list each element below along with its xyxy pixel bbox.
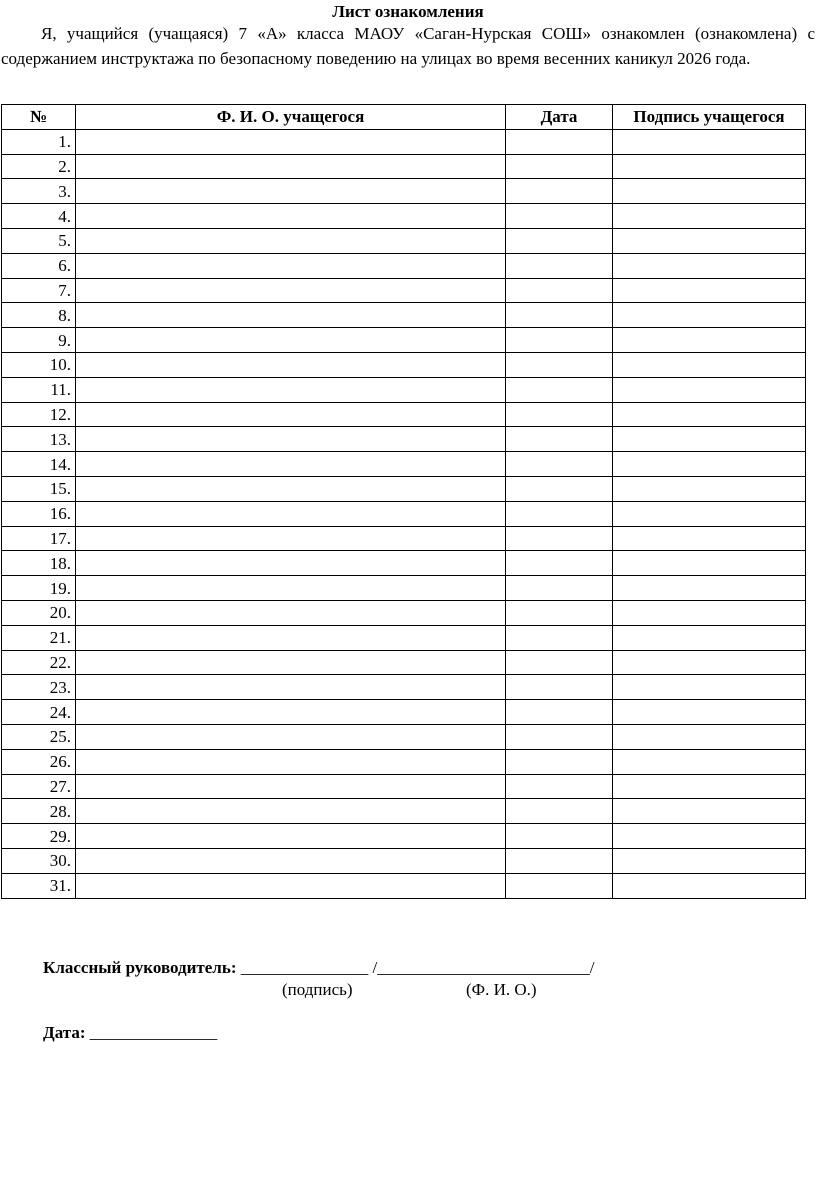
date-cell[interactable]	[506, 352, 613, 377]
table-row	[2, 724, 806, 749]
row-number: 3.	[2, 179, 76, 204]
date-cell[interactable]	[506, 204, 613, 229]
table-row	[2, 848, 806, 873]
student-name-cell[interactable]	[76, 278, 506, 303]
header-number: №	[2, 105, 76, 130]
date-cell[interactable]	[506, 129, 613, 154]
date-cell[interactable]	[506, 551, 613, 576]
row-number: 11.	[2, 377, 76, 402]
intro-text: Я, учащийся (учащаяся) 7 «А» класса МАОУ «Саган-Нурская СОШ» ознакомлен (ознакомлена) с содержанием инструктажа по безопасному поведению на улицах во время весенних каникул 2026 года.	[1, 24, 815, 68]
table-row	[2, 427, 806, 452]
student-name-cell[interactable]	[76, 402, 506, 427]
header-date: Дата	[506, 105, 613, 130]
student-name-cell[interactable]	[76, 600, 506, 625]
signature-cell[interactable]	[613, 154, 806, 179]
student-name-cell[interactable]	[76, 650, 506, 675]
table-row	[2, 501, 806, 526]
row-number: 17.	[2, 526, 76, 551]
signature-cell[interactable]	[613, 402, 806, 427]
date-cell[interactable]	[506, 253, 613, 278]
signature-cell[interactable]	[613, 650, 806, 675]
signature-cell[interactable]	[613, 749, 806, 774]
table-row	[2, 402, 806, 427]
teacher-signature-line	[43, 957, 594, 979]
signature-cell[interactable]	[613, 576, 806, 601]
date-cell[interactable]	[506, 700, 613, 725]
student-name-cell[interactable]	[76, 675, 506, 700]
row-number: 25.	[2, 724, 76, 749]
student-name-cell[interactable]	[76, 427, 506, 452]
row-number: 22.	[2, 650, 76, 675]
signature-cell[interactable]	[613, 848, 806, 873]
row-number: 10.	[2, 352, 76, 377]
caption-signature: (подпись)	[282, 980, 353, 999]
table-row	[2, 377, 806, 402]
date-cell[interactable]	[506, 179, 613, 204]
signature-cell[interactable]	[613, 600, 806, 625]
student-name-cell[interactable]	[76, 129, 506, 154]
row-number: 12.	[2, 402, 76, 427]
student-name-cell[interactable]	[76, 700, 506, 725]
student-name-cell[interactable]	[76, 476, 506, 501]
student-name-cell[interactable]	[76, 799, 506, 824]
table-row	[2, 452, 806, 477]
row-number: 5.	[2, 228, 76, 253]
date-cell[interactable]	[506, 799, 613, 824]
signature-cell[interactable]	[613, 724, 806, 749]
signature-cell[interactable]	[613, 452, 806, 477]
student-name-cell[interactable]	[76, 873, 506, 898]
date-cell[interactable]	[506, 724, 613, 749]
table-row	[2, 253, 806, 278]
table-row	[2, 179, 806, 204]
date-cell[interactable]	[506, 476, 613, 501]
table-row	[2, 625, 806, 650]
header-signature: Подпись учащегося	[613, 105, 806, 130]
student-name-cell[interactable]	[76, 848, 506, 873]
student-name-cell[interactable]	[76, 204, 506, 229]
table-row	[2, 824, 806, 849]
student-name-cell[interactable]	[76, 625, 506, 650]
row-number: 16.	[2, 501, 76, 526]
date-cell[interactable]	[506, 303, 613, 328]
signature-cell[interactable]	[613, 700, 806, 725]
acknowledgement-table	[1, 104, 806, 899]
table-row	[2, 873, 806, 898]
table-body	[2, 129, 806, 898]
signature-cell[interactable]	[613, 501, 806, 526]
date-cell[interactable]	[506, 600, 613, 625]
row-number: 19.	[2, 576, 76, 601]
table-header-row	[2, 105, 806, 130]
date-cell[interactable]	[506, 278, 613, 303]
row-number: 21.	[2, 625, 76, 650]
signature-cell[interactable]	[613, 427, 806, 452]
table-row	[2, 774, 806, 799]
signature-cell[interactable]	[613, 774, 806, 799]
row-number: 27.	[2, 774, 76, 799]
row-number: 4.	[2, 204, 76, 229]
table-row	[2, 675, 806, 700]
signature-cell[interactable]	[613, 675, 806, 700]
row-number: 14.	[2, 452, 76, 477]
date-cell[interactable]	[506, 328, 613, 353]
date-cell[interactable]	[506, 377, 613, 402]
student-name-cell[interactable]	[76, 824, 506, 849]
row-number: 26.	[2, 749, 76, 774]
date-cell[interactable]	[506, 625, 613, 650]
signature-cell[interactable]	[613, 204, 806, 229]
signature-cell[interactable]	[613, 625, 806, 650]
signature-cell[interactable]	[613, 352, 806, 377]
student-name-cell[interactable]	[76, 749, 506, 774]
date-cell[interactable]	[506, 576, 613, 601]
table-row	[2, 228, 806, 253]
student-name-cell[interactable]	[76, 328, 506, 353]
student-name-cell[interactable]	[76, 576, 506, 601]
date-cell[interactable]	[506, 526, 613, 551]
row-number: 20.	[2, 600, 76, 625]
student-name-cell[interactable]	[76, 352, 506, 377]
row-number: 28.	[2, 799, 76, 824]
table-row	[2, 303, 806, 328]
table-row	[2, 551, 806, 576]
student-name-cell[interactable]	[76, 774, 506, 799]
table-row	[2, 799, 806, 824]
student-name-cell[interactable]	[76, 551, 506, 576]
table-row	[2, 526, 806, 551]
signature-cell[interactable]	[613, 377, 806, 402]
date-cell[interactable]	[506, 774, 613, 799]
signature-cell[interactable]	[613, 476, 806, 501]
student-name-cell[interactable]	[76, 179, 506, 204]
date-line	[43, 1022, 217, 1044]
row-number: 24.	[2, 700, 76, 725]
date-cell[interactable]	[506, 452, 613, 477]
signature-cell[interactable]	[613, 551, 806, 576]
table-row	[2, 576, 806, 601]
header-student-name: Ф. И. О. учащегося	[76, 105, 506, 130]
student-name-cell[interactable]	[76, 154, 506, 179]
intro-paragraph	[1, 22, 815, 71]
date-cell[interactable]	[506, 501, 613, 526]
student-name-cell[interactable]	[76, 303, 506, 328]
row-number: 6.	[2, 253, 76, 278]
signature-cell[interactable]	[613, 228, 806, 253]
student-name-cell[interactable]	[76, 526, 506, 551]
date-cell[interactable]	[506, 650, 613, 675]
signature-cell[interactable]	[613, 278, 806, 303]
teacher-blank-lines[interactable]: _______________ /_________________________/	[236, 958, 595, 977]
date-cell[interactable]	[506, 675, 613, 700]
caption-name: (Ф. И. О.)	[466, 980, 537, 999]
student-name-cell[interactable]	[76, 377, 506, 402]
table-row	[2, 278, 806, 303]
signature-cell[interactable]	[613, 253, 806, 278]
row-number: 7.	[2, 278, 76, 303]
signature-cell[interactable]	[613, 179, 806, 204]
document-title: Лист ознакомления	[332, 2, 484, 21]
row-number: 1.	[2, 129, 76, 154]
table-row	[2, 749, 806, 774]
table-row	[2, 476, 806, 501]
date-cell[interactable]	[506, 848, 613, 873]
signature-cell[interactable]	[613, 799, 806, 824]
row-number: 29.	[2, 824, 76, 849]
row-number: 13.	[2, 427, 76, 452]
student-name-cell[interactable]	[76, 253, 506, 278]
signature-cell[interactable]	[613, 824, 806, 849]
signature-cell[interactable]	[613, 129, 806, 154]
signature-cell[interactable]	[613, 303, 806, 328]
date-blank-line[interactable]: _______________	[85, 1023, 218, 1042]
student-name-cell[interactable]	[76, 228, 506, 253]
row-number: 8.	[2, 303, 76, 328]
table-row	[2, 204, 806, 229]
signature-cell[interactable]	[613, 873, 806, 898]
date-cell[interactable]	[506, 749, 613, 774]
table-row	[2, 129, 806, 154]
table-row	[2, 650, 806, 675]
table-row	[2, 328, 806, 353]
student-name-cell[interactable]	[76, 452, 506, 477]
row-number: 31.	[2, 873, 76, 898]
date-label: Дата:	[43, 1023, 86, 1042]
row-number: 15.	[2, 476, 76, 501]
student-name-cell[interactable]	[76, 501, 506, 526]
date-cell[interactable]	[506, 402, 613, 427]
date-cell[interactable]	[506, 154, 613, 179]
signature-cell[interactable]	[613, 526, 806, 551]
row-number: 23.	[2, 675, 76, 700]
student-name-cell[interactable]	[76, 724, 506, 749]
table-row	[2, 600, 806, 625]
date-cell[interactable]	[506, 873, 613, 898]
row-number: 18.	[2, 551, 76, 576]
row-number: 9.	[2, 328, 76, 353]
row-number: 30.	[2, 848, 76, 873]
date-cell[interactable]	[506, 427, 613, 452]
table-row	[2, 352, 806, 377]
teacher-label: Классный руководитель:	[43, 958, 237, 977]
table-row	[2, 154, 806, 179]
table-row	[2, 700, 806, 725]
row-number: 2.	[2, 154, 76, 179]
signature-cell[interactable]	[613, 328, 806, 353]
date-cell[interactable]	[506, 228, 613, 253]
date-cell[interactable]	[506, 824, 613, 849]
